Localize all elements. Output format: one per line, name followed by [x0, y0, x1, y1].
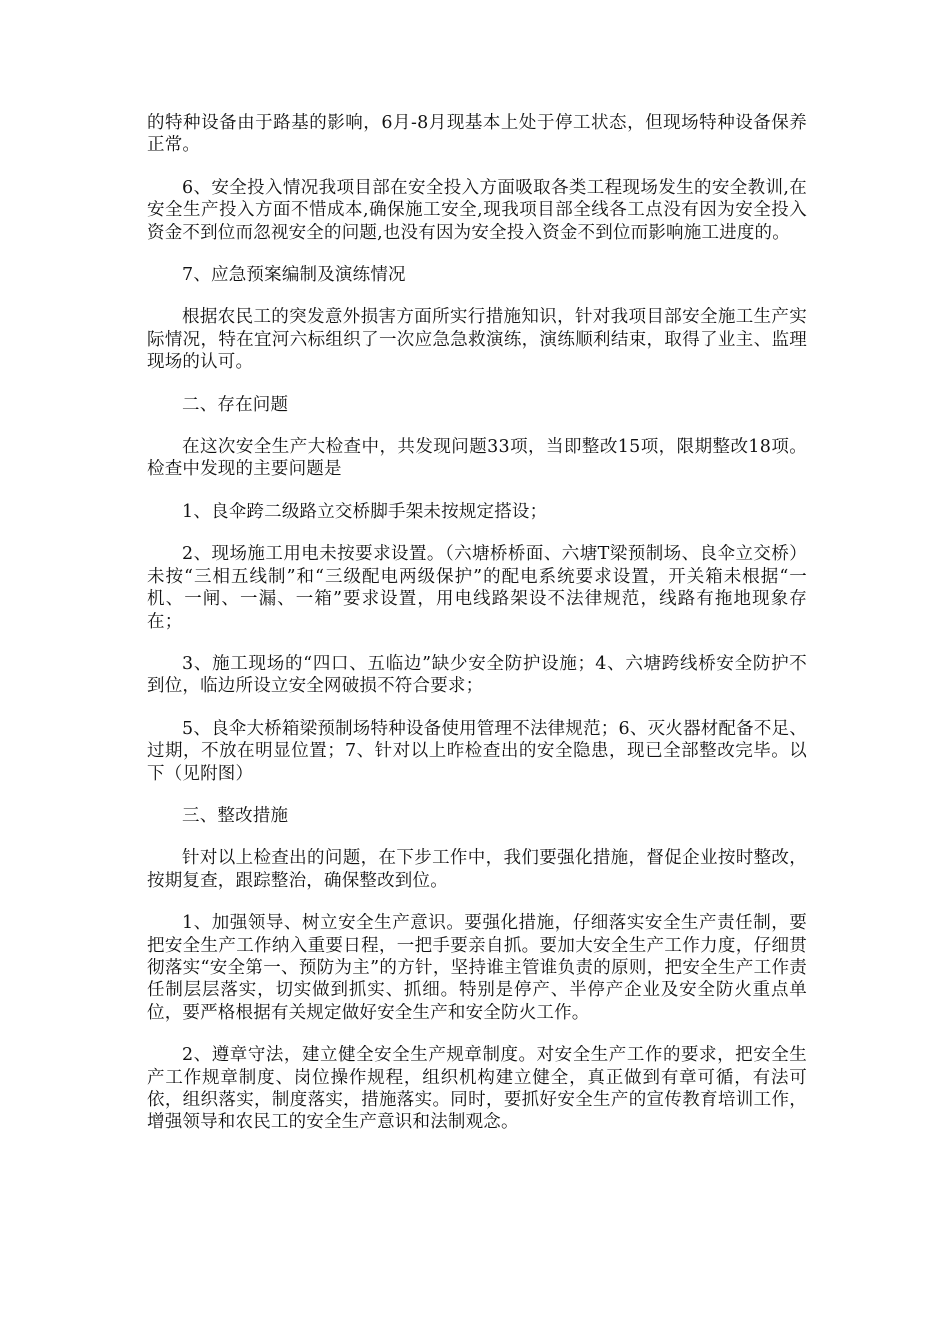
paragraph-special-equipment: 的特种设备由于路基的影响，6月-8月现基本上处于停工状态，但现场特种设备保养正常。: [147, 113, 807, 156]
paragraph-problem-3-4: 3、施工现场的“四口、五临边”缺少安全防护设施；4、六塘跨线桥安全防护不到位，临边所设立安全网破损不符合要求；: [147, 653, 807, 697]
section-heading-problems: 二、存在问题: [182, 394, 289, 415]
paragraph-measure-1: 1、加强领导、树立安全生产意识。要强化措施，仔细落实安全生产责任制，要把安全生产工作纳入重要日程，一把手要亲自抓。要加大安全生产工作力度，仔细贯彻落实“安全第一、预防为主”的方针，坚持谁主管谁负责的原则，把安全生产工作责任制层层落实，切实做到抓实、抓细。特别是停产、半停产企业及安全防火重点单位，要严格根据有关规定做好安全生产和安全防火工作。: [147, 913, 807, 1023]
document-body: [147, 112, 807, 1154]
paragraph-problem-2: 2、现场施工用电未按要求设置。（六塘桥桥面、六塘T梁预制场、良伞立交桥）未按“三相五线制”和“三级配电两级保护”的配电系统要求设置，开关箱未根据“一机、一闸、一漏、一箱”要求设置，用电线路架设不法律规范，线路有拖地现象存在；: [147, 544, 807, 632]
section-heading-measures: 三、整改措施: [182, 805, 289, 826]
paragraph-problem-1: 1、良伞跨二级路立交桥脚手架未按规定搭设；: [182, 501, 548, 522]
paragraph-measures-intro: 针对以上检查出的问题，在下步工作中，我们要强化措施，督促企业按时整改，按期复查，跟踪整治，确保整改到位。: [147, 848, 807, 891]
paragraph-problem-5-7: 5、良伞大桥箱梁预制场特种设备使用管理不法律规范；6、灭火器材配备不足、过期，不放在明显位置；7、针对以上昨检查出的安全隐患，现已全部整改完毕。以下（见附图）: [147, 718, 807, 784]
paragraph-emergency-plan-heading: 7、应急预案编制及演练情况: [182, 265, 406, 286]
paragraph-emergency-drill: 根据农民工的突发意外损害方面所实行措施知识，针对我项目部安全施工生产实际情况，特在宜河六标组织了一次应急急救演练，演练顺利结束，取得了业主、监理现场的认可。: [147, 307, 807, 373]
paragraph-inspection-summary: 在这次安全生产大检查中，共发现问题33项，当即整改15项，限期整改18项。检查中发现的主要问题是: [147, 437, 807, 480]
paragraph-measure-2: 2、遵章守法，建立健全安全生产规章制度。对安全生产工作的要求，把安全生产工作规章制度、岗位操作规程，组织机构建立健全，真正做到有章可循，有法可依，组织落实，制度落实，措施落实。同时，要抓好安全生产的宣传教育培训工作，增强领导和农民工的安全生产意识和法制观念。: [147, 1045, 807, 1133]
paragraph-safety-investment: 6、安全投入情况我项目部在安全投入方面吸取各类工程现场发生的安全教训,在安全生产投入方面不惜成本,确保施工安全,现我项目部全线各工点没有因为安全投入资金不到位而忽视安全的问题,也没有因为安全投入资金不到位而影响施工进度的。: [147, 177, 807, 243]
